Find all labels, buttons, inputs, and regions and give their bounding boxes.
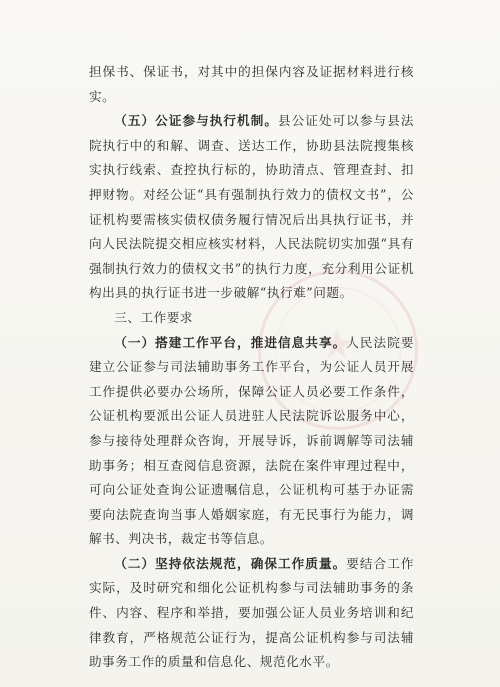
document-body xyxy=(89,60,414,675)
star-icon: ★ xyxy=(319,322,355,368)
paragraph-lead: （二）坚持依法规范，确保工作质量。 xyxy=(114,555,347,571)
section-heading xyxy=(89,306,414,331)
paragraph-lead: （一）搭建工作平台，推进信息共享。 xyxy=(114,334,347,350)
paragraph-continuation xyxy=(89,60,414,109)
section-heading-text: 三、工作要求 xyxy=(114,309,194,325)
paragraph-lead: （五）公证参与执行机制。 xyxy=(114,113,278,129)
paragraph-standards xyxy=(89,552,414,675)
paragraph-execution-mechanism xyxy=(89,109,414,306)
paragraph-text: 担保书、保证书，对其中的担保内容及证据材料进行核实。 xyxy=(89,64,414,104)
paragraph-text: 县公证处可以参与县法院执行中的和解、调查、送达工作，协助县法院搜集核实执行线索、查控执行标的，协助清点、管理查封、扣押财物。对经公证“具有强制执行效力的债权文书”，公证机构要需核实债权债务履行情况后出具执行证书，并向人民法院提交相应核实材料，人民法院切实加强“具有强制执行效力的债权文书”的执行力度，充分利用公证机构出具的执行证书进一步破解“执行难”问题。 xyxy=(89,113,414,301)
paragraph-text: 人民法院要建立公证参与司法辅助事务工作平台，为公证人员开展工作提供必要办公场所，保障公证人员必要工作条件，公证机构要派出公证人员进驻人民法院诉讼服务中心，参与接待处理群众咨询，开展导诉，诉前调解等司法辅助事务；相互查阅信息资源，法院在案件审理过程中，可向公证处查询公证遗嘱信息，公证机构可基于办证需要向法院查询当事人婚姻家庭，有无民事行为能力，调解书、判决书，裁定书等信息。 xyxy=(89,334,414,547)
paragraph-platform xyxy=(89,331,414,552)
paragraph-text: 要结合工作实际，及时研究和细化公证机构参与司法辅助事务的条件、内容、程序和举措，要加强公证人员业务培训和纪律教育，严格规范公证行为，提高公证机构参与司法辅助事务工作的质量和信息化、规范化水平。 xyxy=(89,555,414,670)
